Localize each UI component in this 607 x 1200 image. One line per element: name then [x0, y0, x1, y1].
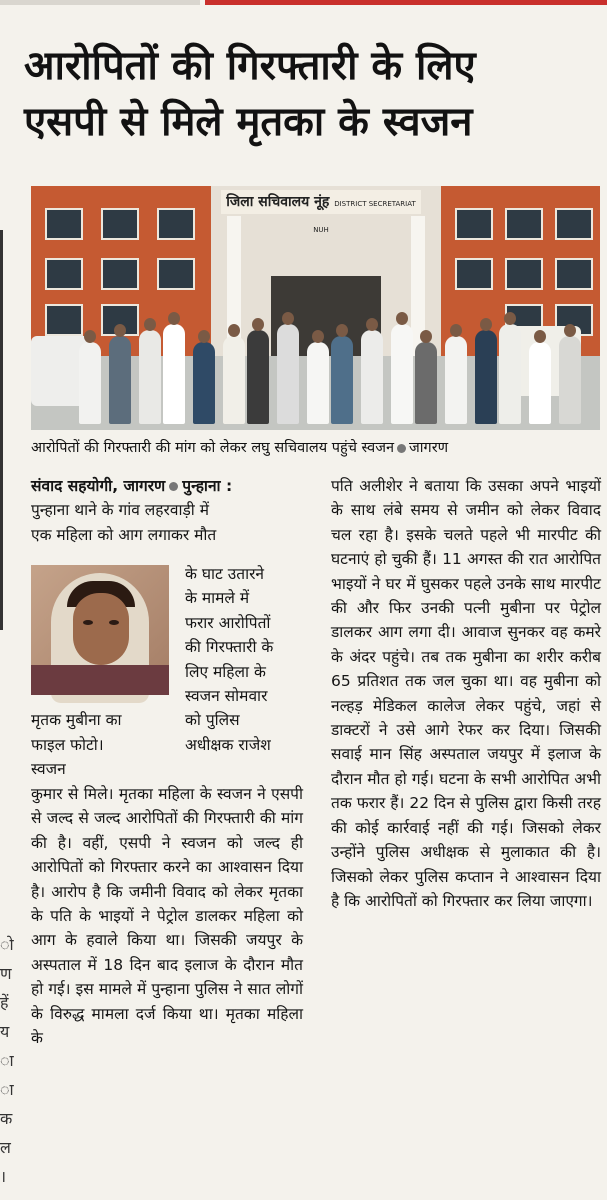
col1-line-1: पुन्हाना थाने के गांव लहरवाड़ी में: [31, 501, 210, 520]
stub-fragment: ा: [0, 1080, 14, 1099]
person-head: [144, 318, 156, 331]
person-head: [228, 324, 240, 337]
person-figure: [79, 342, 101, 424]
person-figure: [223, 336, 245, 424]
byline: संवाद सहयोगी, जागरण पुन्हाना :: [31, 477, 233, 495]
portrait-photo: [31, 565, 169, 695]
stub-fragment: हें: [0, 993, 9, 1012]
person-head: [480, 318, 492, 331]
person-figure: [247, 330, 269, 424]
person-figure: [331, 336, 353, 424]
portrait-caption-1: मृतक मुबीना का: [31, 711, 122, 729]
col1-wrap-line: की गिरफ्तारी के: [185, 638, 274, 657]
person-head: [366, 318, 378, 331]
person-head: [312, 330, 324, 343]
article-column-1: [31, 474, 303, 547]
top-border: [0, 0, 607, 5]
bullet-icon: [169, 482, 178, 491]
person-figure: [361, 330, 383, 424]
building-sign: जिला सचिवालय नूंह DISTRICT SECRETARIAT NUH: [221, 190, 421, 214]
portrait-caption-3: स्वजन: [31, 760, 66, 778]
person-head: [564, 324, 576, 337]
article-column-2: [331, 474, 601, 913]
person-figure: [475, 330, 497, 424]
person-head: [168, 312, 180, 325]
portrait-caption-2: फाइल फोटो।: [31, 736, 104, 754]
person-figure: [139, 330, 161, 424]
col1-line-2: एक महिला को आग लगाकर मौत: [31, 525, 217, 544]
col1-wrap-line: लिए महिला के: [185, 662, 266, 681]
col1-wrap-line: स्वजन सोमवार: [185, 687, 268, 705]
person-figure: [445, 336, 467, 424]
news-photo: [31, 186, 600, 430]
person-head: [198, 330, 210, 343]
col2-paragraph: पति अलीशेर ने बताया कि उसका अपने भाइयों के साथ लंबे समय से जमीन को लेकर विवाद चल रहा है। इसके चलते पहले भी मारपीट की घटनाएं हो चुकी हैं। 11 अगस्त की रात आरोपित भाइयों ने घर में घुसकर पहले उनके साथ मारपीट की और फिर उनकी पत्नी मुबीना पर पेट्रोल डालकर आग लगा दी। आवाज सुनकर वह कमरे के अंदर पहुंचे। तब तक मुबीना का शरीर करीब 65 प्रतिशत तक जल चुका था। वह मुबीना को नल्हड़ मेडिकल कालेज लेकर पहुंचे, जहां से डाक्टरों ने उसे आगे रेफर कर दिया। जिसकी सवाई मान सिंह अस्पताल जयपुर में इलाज के दौरान मौत हो गई। घटना के सभी आरोपित अभी तक फरार हैं। 22 दिन से पुलिस द्वारा किसी तरह की कोई कार्रवाई नहीं की गई। जिसको लेकर उन्होंने पुलिस अधीक्षक से मुलाकात की है। जिसको लेकर पुलिस कप्तान ने आश्वासन दिया है कि आरोपितों को गिरफ्तार कर लिया जाएगा।: [331, 477, 601, 910]
person-head: [534, 330, 546, 343]
stub-fragment: ल: [0, 1138, 11, 1157]
person-head: [420, 330, 432, 343]
person-figure: [499, 324, 521, 424]
person-figure: [415, 342, 437, 424]
person-head: [252, 318, 264, 331]
col1-wrap-line: के घाट उतारने: [185, 565, 265, 583]
person-figure: [163, 324, 185, 424]
stub-fragment: क: [0, 1109, 13, 1128]
col1-wrap-line: फरार आरोपितों: [185, 613, 271, 632]
person-head: [84, 330, 96, 343]
col1-wrap-line: को पुलिस: [185, 711, 240, 730]
person-figure: [529, 342, 551, 424]
stub-fragment: ।: [0, 1167, 7, 1186]
margin-rule: [0, 230, 3, 630]
col1-paragraph: कुमार से मिले। मृतका महिला के स्वजन ने एसपी से जल्द से जल्द आरोपितों की गिरफ्तारी की मांग की है। वहीं, एसपी ने स्वजन को जल्द ही आरोपितों को गिरफ्तार करने का आश्वासन दिया है। आरोप है कि जमीनी विवाद को लेकर मृतका के पति के भाइयों ने पेट्रोल डालकर महिला को आग के हवाले किया था। जिसकी जयपुर के अस्पताल में 18 दिन बाद इलाज के दौरान मौत हो गई। इस मामले में पुन्हाना पुलिस ने सात लोगों के विरुद्ध मामला दर्ज किया था। मृतका महिला के: [31, 785, 303, 1048]
person-figure: [559, 336, 581, 424]
stub-fragment: य: [0, 1022, 10, 1041]
person-figure: [277, 324, 299, 424]
person-head: [282, 312, 294, 325]
person-figure: [109, 336, 131, 424]
person-figure: [391, 324, 413, 424]
person-figure: [193, 342, 215, 424]
headline-line-1: आरोपितों की गिरफ्तारी के लिए: [24, 43, 476, 89]
person-figure: [307, 342, 329, 424]
col1-wrap-line: अधीक्षक राजेश: [185, 735, 271, 754]
headline: [24, 38, 599, 150]
person-head: [396, 312, 408, 325]
person-head: [114, 324, 126, 337]
headline-line-2: एसपी से मिले मृतका के स्वजन: [24, 99, 473, 145]
stub-fragment: ो: [0, 935, 14, 954]
col1-wrap-line: के मामले में: [185, 589, 250, 608]
photo-caption: आरोपितों की गिरफ्तारी की मांग को लेकर लघु सचिवालय पहुंचे स्वजन जागरण: [31, 440, 449, 456]
stub-fragment: ण: [0, 964, 12, 983]
person-head: [504, 312, 516, 325]
person-head: [336, 324, 348, 337]
stub-fragment: ा: [0, 1051, 14, 1070]
bullet-icon: [397, 444, 406, 453]
person-head: [450, 324, 462, 337]
